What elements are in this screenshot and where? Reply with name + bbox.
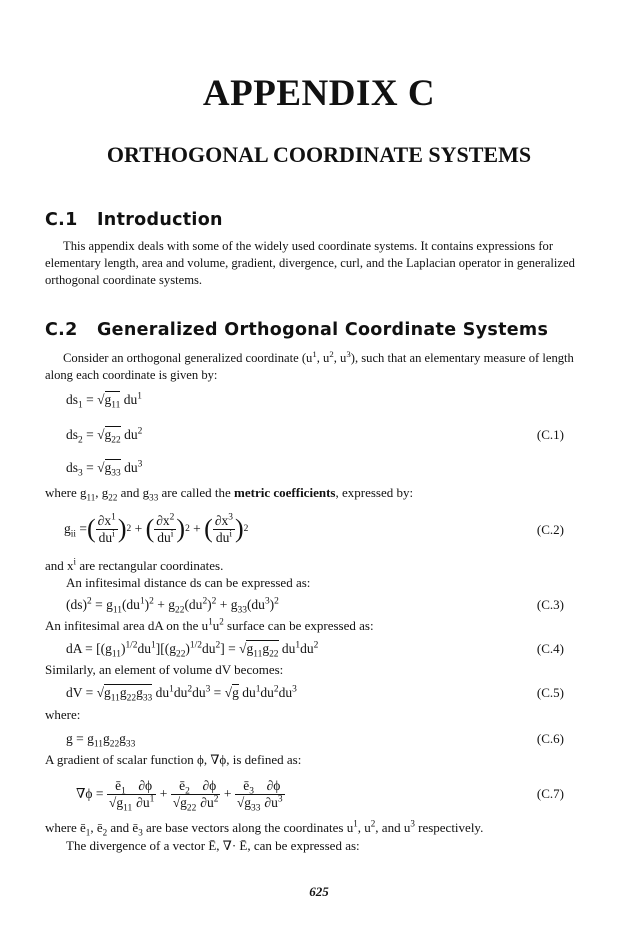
equation-distance: $(ds)^2 = g_{11}(du^1)^2 + g_{22}(du^2)^2 + g_{33}(du^3)^2$	[66, 596, 279, 616]
section-title: Generalized Orthogonal Coordinate Systems	[97, 320, 549, 340]
appendix-heading: APPENDIX C	[202, 73, 436, 114]
equation-tag: (C.1)	[536, 427, 564, 442]
intro-paragraph: This appendix deals with some of the widely used coordinate systems. It contains expressions for elementary length, area and volume, gradient, divergence, curl, and the Laplacian operator in generalized orthogonal coordinate systems.	[45, 239, 575, 287]
divergence-sentence: The divergence of a vector Ē, ∇· Ē, can be expressed as:	[66, 838, 360, 853]
distance-sentence: An infitesimal distance ds can be expressed as:	[66, 575, 311, 590]
section-number: C.1	[45, 210, 78, 230]
rectangular-sentence: and $x^i$ are rectangular coordinates.	[45, 556, 224, 573]
appendix-title: ORTHOGONAL COORDINATE SYSTEMS	[106, 142, 532, 167]
equation-tag: (C.4)	[536, 641, 564, 656]
gradient-sentence: A gradient of scalar function ϕ, ∇ϕ, is defined as:	[45, 752, 302, 767]
metric-term: metric coefficients	[234, 485, 336, 500]
equation-area: dA = $[(g_{11})^{1/2}du^1][(g_{22})^{1/2}du^2] = √g_{11}g_{22}$ $du^1du^2$	[66, 640, 319, 660]
base-vector-sentence: where $ē_1$, $ē_2$ and $ē_3$ are base vectors along the coordinates $u^1$, $u^2$, and $u^3$ respectively.	[45, 818, 484, 838]
volume-sentence: Similarly, an element of volume dV becomes:	[45, 662, 284, 677]
equation-tag: (C.5)	[536, 685, 564, 700]
equation-tag: (C.2)	[536, 522, 564, 537]
equation-ds3: $ds_3 = √g_{33}$ $du^3$	[66, 459, 143, 479]
section-number: C.2	[45, 320, 78, 340]
equation-metric: $g_{ii}$ = ( $\frac{\partial x^1}{du^i}$ ) 2 + ( $\frac{\partial x^2}{du^i}$ ) 2 + ( $\frac{\partial x^3}{du^i}$ ) 2	[64, 512, 249, 545]
equation-tag: (C.7)	[536, 786, 564, 801]
section-heading-c2	[45, 320, 548, 340]
metric-sentence: where $g_{11}$, $g_{22}$ and $g_{33}$ are called the metric coefficients, expressed by:	[45, 485, 414, 503]
equation-tag: (C.3)	[536, 597, 564, 612]
coordinate-paragraph: Consider an orthogonal generalized coordinate ($u^1$, $u^2$, $u^3$), such that an elementary measure of length along each coordinate is given by:	[45, 348, 574, 382]
page-number: 625	[309, 884, 329, 899]
section-title: Introduction	[97, 210, 223, 230]
equation-ds2: $ds_2 = √g_{22}$ $du^2$	[66, 426, 143, 446]
equation-volume: dV = $√g_{11}g_{22}g_{33}$ $du^1du^2du^3 = √g$ $du^1du^2du^3$	[66, 684, 297, 704]
equation-ds1: $ds_1 = √g_{11}$ $du^1$	[66, 391, 142, 411]
where-label: where:	[45, 707, 81, 722]
area-sentence: An infitesimal area dA on the $u^1u^2$ surface can be expressed as:	[45, 616, 374, 633]
equation-g: $g = g_{11}g_{22}g_{33}$	[66, 731, 136, 750]
equation-gradient: ∇ϕ = $\frac{ē_1}{√g_{11}}$ $\frac{\partial\phi}{\partial u^1}$ + $\frac{ē_2}{√g_{22}}$ $\frac{\partial\phi}{\partial u^2}$ + $\frac{ē_3}{√g_{33}}$ $\frac{\partial\phi}{\partial u^3}$	[76, 777, 283, 814]
equation-tag: (C.6)	[536, 731, 564, 746]
section-heading-c1	[45, 210, 223, 230]
